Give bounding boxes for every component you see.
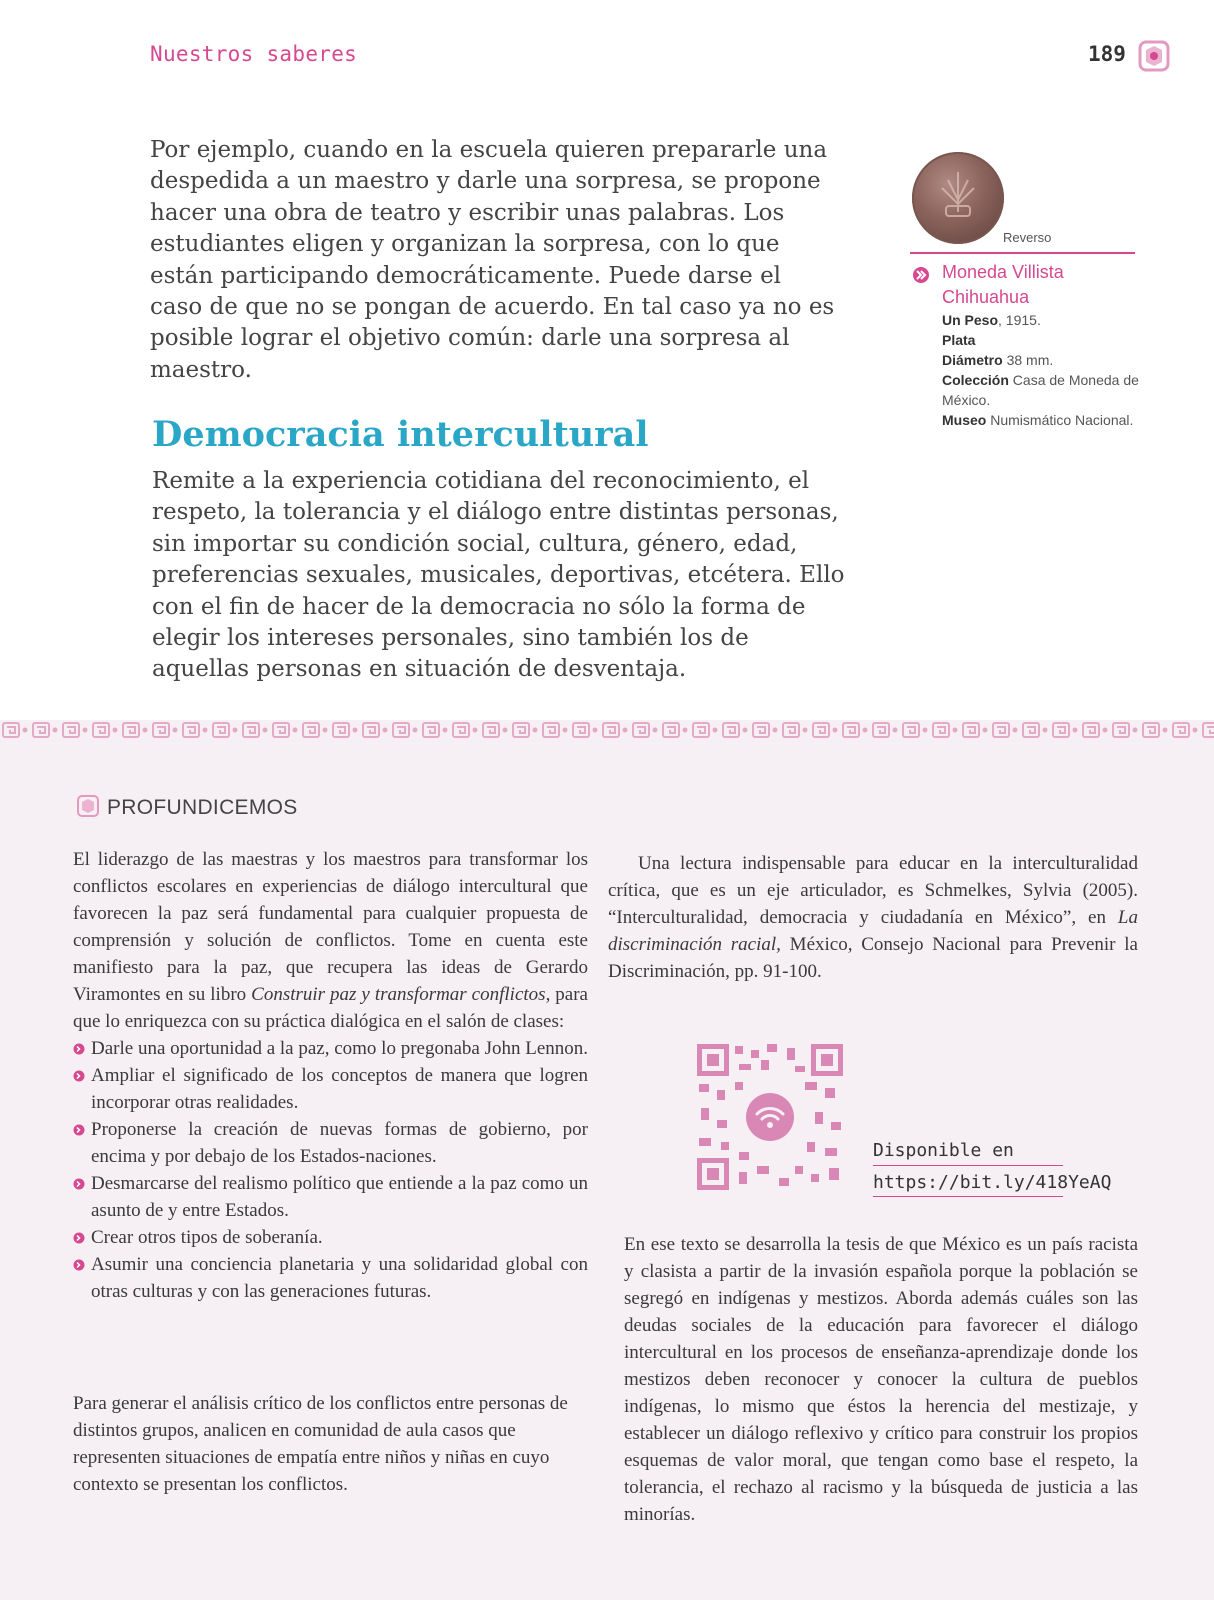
page-number: 189 — [1088, 42, 1126, 66]
list-item: Desmarcarse del realismo político que entiende a la paz como un asunto de y entre Estados. — [73, 1170, 588, 1224]
bullet-chevron-icon — [73, 1259, 85, 1271]
bullet-chevron-icon — [73, 1043, 85, 1055]
book-title: Construir paz y transformar conflictos — [251, 984, 546, 1005]
bullet-chevron-icon — [73, 1124, 85, 1136]
glyph-ornament-icon — [76, 794, 100, 818]
coin-caption-title: Moneda Villista Chihuahua — [942, 262, 1064, 307]
available-label: Disponible en — [873, 1140, 1014, 1161]
profundicemos-closing: Para generar el análisis crítico de los conflictos entre personas de distintos grupos, analicen en comunidad de aula casos que representen situaciones de empatía entre niños y niñas en cuyo contexto se presentan los conflictos. — [73, 1393, 568, 1495]
coin-detail-item: Plata — [942, 332, 976, 348]
coin-caption-details — [942, 310, 1142, 430]
running-header: Nuestros saberes — [150, 42, 358, 66]
list-item: Asumir una conciencia planetaria y una solidaridad global con otras culturas y con las generaciones futuras. — [73, 1251, 588, 1305]
double-chevron-icon — [912, 266, 930, 284]
reading-reference: Una lectura indispensable para educar en la interculturalidad crítica, que es un eje articulador, es Schmelkes, Sylvia (2005). “Interculturalidad, democracia y ciudadanía en México”, en La discriminación racial, México, Consejo Nacional para Prevenir la Discriminación, pp. 91-100. — [608, 853, 1138, 982]
glyph-ornament-icon — [1136, 38, 1172, 74]
coin-divider — [910, 252, 1135, 254]
list-item: Ampliar el significado de los conceptos de manera que logren incorporar otras realidades. — [73, 1062, 588, 1116]
coin-image-label: Reverso — [1003, 230, 1052, 245]
bullet-chevron-icon — [73, 1232, 85, 1244]
manifesto-list — [73, 1035, 588, 1305]
section-body: Remite a la experiencia cotidiana del reconocimiento, el respeto, la tolerancia y el diálogo entre distintas personas, sin importar su condición social, cultura, género, edad, preferencias sexuales, musicales, deportivas, etcétera. Ello con el fin de hacer de la democracia no sólo la forma de elegir los intereses personales, sino también los de aquellas personas en situación de desventaja. — [152, 468, 845, 683]
list-item: Crear otros tipos de soberanía. — [73, 1224, 588, 1251]
coin-detail-item: Diámetro 38 mm. — [942, 352, 1054, 368]
reading-summary: En ese texto se desarrolla la tesis de que México es un país racista y clasista a partir de la invasión española porque la población se segregó en indígenas y mestizos. Aborda además cuáles son las deudas sociales de la educación para favorecer el diálogo intercultural en los procesos de enseñanza-aprendizaje donde los mestizos deben reconocer y conocer la cultura de pueblos indígenas, lo mismo que éstos la herencia del mestizaje, y establecer un diálogo reflexivo y crítico para construir los propios esquemas de valor moral, que tengan como base el respeto, la tolerancia, el rechazo al racismo y la búsqueda de justicia a las minorías. — [624, 1234, 1138, 1525]
coin-detail-item: Colección Casa de Moneda de México. — [942, 372, 1139, 408]
available-divider — [873, 1165, 1063, 1166]
list-item: Proponerse la creación de nuevas formas de gobierno, por encima y por debajo de los Estados-naciones. — [73, 1116, 588, 1170]
section-heading: Democracia intercultural — [152, 414, 649, 455]
left-column — [73, 846, 588, 1305]
coin-eagle-icon — [912, 152, 1004, 244]
profundicemos-title: PROFUNDICEMOS — [107, 796, 298, 819]
reading-title: La discriminación racial, — [608, 907, 1138, 955]
decorative-border — [0, 718, 1214, 742]
available-divider — [873, 1196, 1063, 1197]
coin-image — [912, 152, 1004, 244]
bullet-chevron-icon — [73, 1070, 85, 1082]
coin-detail-item: Un Peso, 1915. — [942, 312, 1041, 328]
coin-detail-item: Museo Numismático Nacional. — [942, 412, 1134, 428]
available-link[interactable]: https://bit.ly/418YeAQ — [873, 1172, 1112, 1193]
list-item: Darle una oportunidad a la paz, como lo pregonaba John Lennon. — [73, 1035, 588, 1062]
profundicemos-intro: El liderazgo de las maestras y los maestros para transformar los conflictos escolares en experiencias de diálogo intercultural que favorecen la paz será fundamental para cualquier propuesta de comprensión y solución de conflictos. Tome en cuenta este manifiesto para la paz, que recupera las ideas de Gerardo Viramontes en su libro Construir paz y transformar conflictos, para que lo enriquezca con su práctica dialógica en el salón de clases: — [73, 849, 588, 1032]
intro-paragraph: Por ejemplo, cuando en la escuela quieren prepararle una despedida a un maestro y darle una sorpresa, se propone hacer una obra de teatro y escribir unas palabras. Los estudiantes eligen y organizan la sorpresa, con lo que están participando democráticamente. Puede darse el caso de que no se pongan de acuerdo. En tal caso ya no es posible lograr el objetivo común: darle una sorpresa al maestro. — [150, 137, 835, 383]
bullet-chevron-icon — [73, 1178, 85, 1190]
qr-code[interactable] — [695, 1042, 845, 1192]
